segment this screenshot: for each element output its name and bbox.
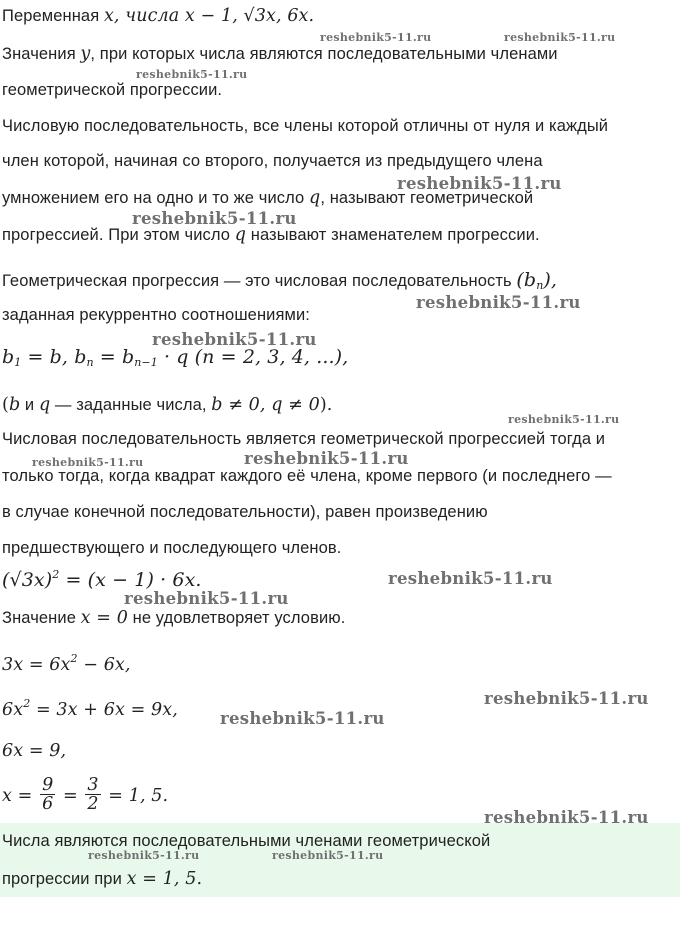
text-line: Числовую последовательность, все члены которой отличны от нуля и каждый bbox=[2, 117, 609, 135]
watermark: reshebnik5-11.ru bbox=[504, 31, 616, 44]
fraction: $\frac{3}{2}$ bbox=[87, 775, 99, 814]
watermark: reshebnik5-11.ru bbox=[388, 569, 553, 588]
problem-question bbox=[2, 44, 558, 64]
math-fragment: x = 1, 5. bbox=[126, 869, 203, 889]
text-line bbox=[2, 608, 345, 628]
text-fragment: Переменная bbox=[2, 7, 104, 25]
math-fragment: y bbox=[80, 44, 91, 64]
text-fragment: Значение bbox=[2, 609, 81, 627]
math-fragment: x, числа x − 1, √3x, 6x. bbox=[103, 6, 315, 26]
watermark: reshebnik5-11.ru bbox=[132, 209, 297, 228]
watermark: reshebnik5-11.ru bbox=[416, 293, 581, 312]
watermark: reshebnik5-11.ru bbox=[244, 449, 409, 468]
formula-line: 6x = 9, bbox=[2, 741, 67, 761]
watermark: reshebnik5-11.ru bbox=[397, 174, 562, 193]
text-fragment: прогрессией. При этом число bbox=[2, 226, 235, 244]
watermark: reshebnik5-11.ru bbox=[152, 330, 317, 349]
watermark: reshebnik5-11.ru bbox=[272, 849, 384, 862]
watermark: reshebnik5-11.ru bbox=[136, 68, 248, 81]
math-fragment: q bbox=[234, 225, 247, 245]
text-fragment: называют знаменателем прогрессии. bbox=[246, 226, 540, 244]
text-fragment: Значения bbox=[2, 45, 81, 63]
answer-text bbox=[2, 869, 202, 889]
watermark: reshebnik5-11.ru bbox=[88, 849, 200, 862]
text-line bbox=[2, 225, 540, 245]
text-fragment: прогрессии при bbox=[2, 870, 127, 888]
text-fragment: не удовлетворяет условию. bbox=[127, 609, 346, 627]
text-fragment: Геометрическая прогрессия — это числовая последовательность bbox=[2, 272, 517, 290]
formula-line: x = $\frac{9}{6}$ = $\frac{3}{2}$ = 1, 5. bbox=[2, 775, 169, 814]
formula-line: $3x = 6x^2 - 6x$, bbox=[2, 652, 131, 675]
fraction: $\frac{9}{6}$ bbox=[42, 775, 54, 814]
text-line: член которой, начиная со второго, получается из предыдущего члена bbox=[2, 152, 543, 170]
watermark: reshebnik5-11.ru bbox=[320, 31, 432, 44]
text-line: Числовая последовательность является геометрической прогрессией тогда и bbox=[2, 430, 606, 448]
text-line: заданная рекуррентно соотношениями: bbox=[2, 306, 310, 324]
text-fragment: , при которых числа являются последовательными членами bbox=[90, 45, 558, 63]
math-fragment: q bbox=[309, 188, 321, 208]
formula-line: $b_1 = b$, $b_n = b_{n-1} \cdot q$ (n = 2, 3, 4, ...), bbox=[2, 346, 349, 369]
text-line: геометрической прогрессии. bbox=[2, 81, 223, 99]
watermark: reshebnik5-11.ru bbox=[32, 456, 144, 469]
formula-line: $(√3x)^2 = (x - 1) \cdot 6x$. bbox=[2, 568, 202, 591]
answer-text: Числа являются последовательными членами геометрической bbox=[2, 832, 491, 850]
text-line: предшествующего и последующего членов. bbox=[2, 539, 342, 557]
text-line: (b и q — заданные числа, b ≠ 0, q ≠ 0). bbox=[2, 395, 333, 415]
watermark: reshebnik5-11.ru bbox=[220, 709, 385, 728]
text-line: только тогда, когда квадрат каждого её члена, кроме первого (и последнего — bbox=[2, 467, 612, 485]
problem-statement bbox=[2, 6, 314, 26]
formula-line: $6x^2 = 3x + 6x = 9x$, bbox=[2, 697, 178, 720]
math-fragment: $(b_n)$, bbox=[516, 269, 558, 292]
watermark: reshebnik5-11.ru bbox=[124, 589, 289, 608]
math-fragment: x = 0 bbox=[80, 608, 128, 628]
text-line bbox=[2, 269, 557, 292]
watermark: reshebnik5-11.ru bbox=[508, 413, 620, 426]
watermark: reshebnik5-11.ru bbox=[484, 808, 649, 827]
text-fragment: , называют геометрической bbox=[320, 189, 534, 207]
text-line: в случае конечной последовательности), равен произведению bbox=[2, 503, 488, 521]
watermark: reshebnik5-11.ru bbox=[484, 689, 649, 708]
text-fragment: умножением его на одно и то же число bbox=[2, 189, 310, 207]
